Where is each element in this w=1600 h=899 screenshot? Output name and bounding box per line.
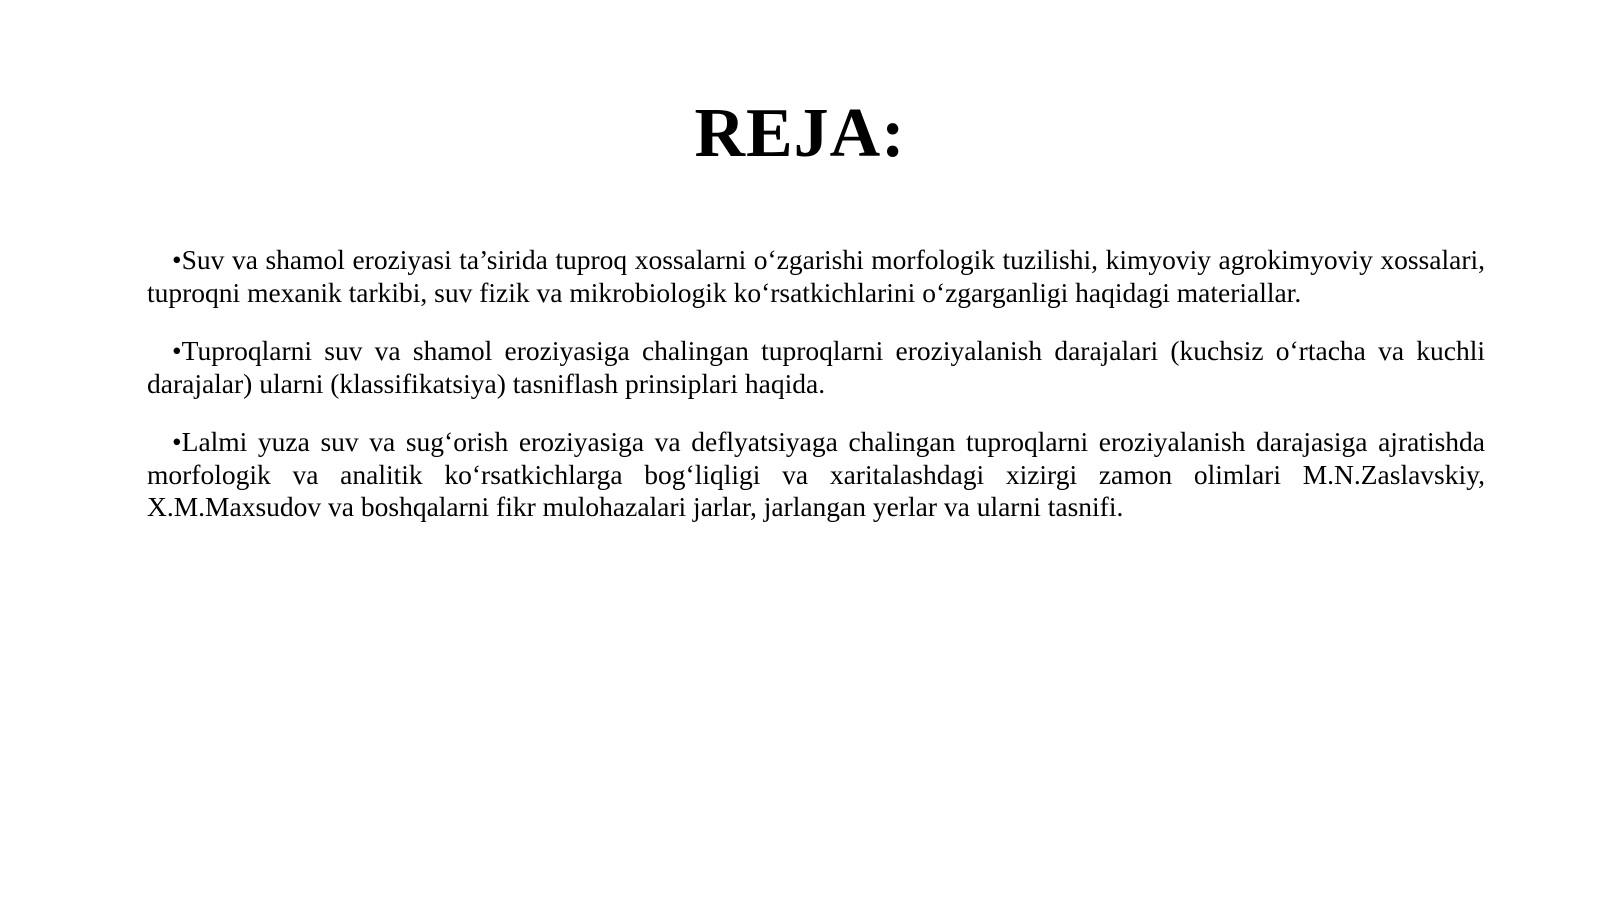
bullet-item: [147, 335, 1485, 400]
bullet-text: Suv va shamol eroziyasi ta’sirida tuproq xossalarni o‘zgarishi morfologik tuzilishi, kimyoviy agrokimyoviy xossalari, tuproqni mexanik tarkibi, suv fizik va mikrobiologik ko‘rsatkichlarini o‘zgarganligi haqidagi materiallar.: [147, 244, 1485, 308]
bullet-icon: •: [172, 426, 182, 457]
bullet-text: Tuproqlarni suv va shamol eroziyasiga chalingan tuproqlarni eroziyalanish darajalari (kuchsiz o‘rtacha va kuchli darajalar) ularni (klassifikatsiya) tasniflash prinsiplari haqida.: [147, 335, 1485, 399]
bullet-item: [147, 244, 1485, 309]
bullet-list: [147, 244, 1485, 550]
bullet-text: Lalmi yuza suv va sug‘orish eroziyasiga va deflyatsiyaga chalingan tuproqlarni eroziyalanish darajasiga ajratishda morfologik va analitik ko‘rsatkichlarga bog‘liqligi va xaritalashdagi xizirgi zamon olimlari M.N.Zaslavskiy, X.M.Maxsudov va boshqalarni fikr mulohazalari jarlar, jarlangan yerlar va ularni tasnifi.: [147, 426, 1485, 522]
slide-title: REJA:: [694, 95, 906, 172]
bullet-icon: •: [172, 244, 182, 275]
bullet-icon: •: [172, 335, 182, 366]
bullet-item: [147, 426, 1485, 524]
